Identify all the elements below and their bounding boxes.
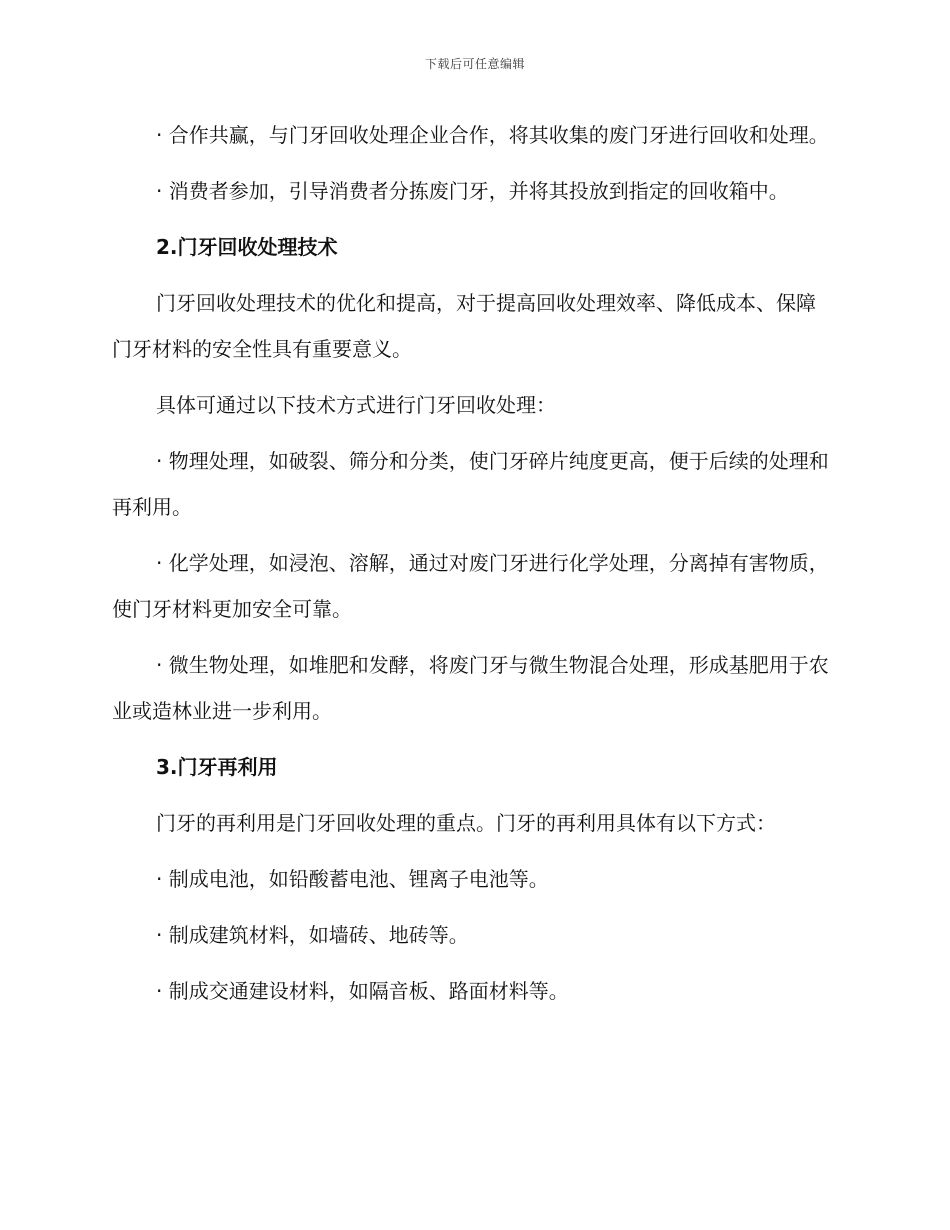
bullet-physical-processing: · 物理处理，如破裂、筛分和分类，使门牙碎片纯度更高，便于后续的处理和再利用。 [112,449,829,519]
bullet-cooperation: · 合作共赢，与门牙回收处理企业合作，将其收集的废门牙进行回收和处理。 [156,123,829,147]
page-header: 下载后可任意编辑 [424,57,525,71]
document-body [112,112,832,1024]
paragraph-reuse-intro: 门牙的再利用是门牙回收处理的重点。门牙的再利用具体有以下方式： [156,811,776,835]
paragraph-technology-intro: 门牙回收处理技术的优化和提高，对于提高回收处理效率、降低成本、保障门牙材料的安全性具有重要意义。 [112,291,816,361]
paragraph-methods-lead: 具体可通过以下技术方式进行门牙回收处理： [156,393,556,417]
bullet-transport-materials: · 制成交通建设材料，如隔音板、路面材料等。 [156,979,569,1003]
bullet-chemical-processing: · 化学处理，如浸泡、溶解，通过对废门牙进行化学处理，分离掉有害物质，使门牙材料更加安全可靠。 [112,551,829,621]
bullet-batteries: · 制成电池，如铅酸蓄电池、锂离子电池等。 [156,867,549,891]
bullet-consumer-participation: · 消费者参加，引导消费者分拣废门牙，并将其投放到指定的回收箱中。 [156,179,789,203]
section-heading-technology: 2.门牙回收处理技术 [156,235,338,259]
bullet-microbial-processing: · 微生物处理，如堆肥和发酵，将废门牙与微生物混合处理，形成基肥用于农业或造林业进一步利用。 [112,653,829,723]
bullet-building-materials: · 制成建筑材料，如墙砖、地砖等。 [156,923,469,947]
section-heading-reuse: 3.门牙再利用 [156,755,278,779]
